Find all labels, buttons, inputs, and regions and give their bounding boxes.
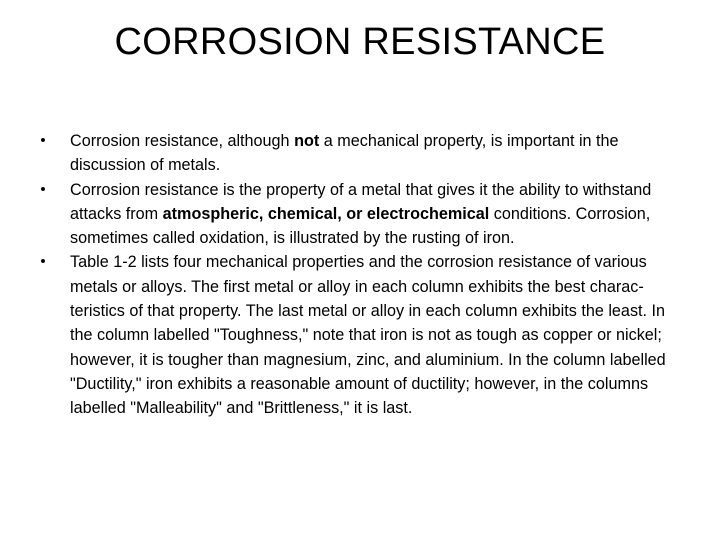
- bullet-text-emphasis: not: [294, 132, 320, 150]
- bullet-item-1: [36, 129, 686, 178]
- bullet-item-3: [36, 250, 686, 420]
- bullet-text: [70, 250, 686, 420]
- bullet-text-segment: conditions. Corrosion, sometimes called oxidation, is illustrated by the rusting of iron.: [70, 204, 651, 248]
- bullet-text: [70, 129, 686, 178]
- bullet-item-2: [36, 178, 686, 251]
- slide-title: CORROSION RESISTANCE: [114, 21, 606, 63]
- bullet-text-emphasis: atmospheric, chemical, or electrochemical: [162, 204, 490, 223]
- bullet-icon: •: [40, 180, 46, 198]
- bullet-text-segment: Corrosion resistance is the property of a metal that gives it the ability to withstand attacks from: [70, 180, 652, 223]
- bullet-list: [36, 129, 686, 421]
- bullet-text: [70, 178, 686, 251]
- bullet-text-segment: Corrosion resistance, although: [70, 132, 295, 150]
- bullet-text-segment: Table 1-2 lists four mechanical properties and the corrosion resistance of various metals or alloys. The first metal or alloy in each column exhibits the best charac-teristics of that property. The last metal or alloy in each column exhibits the least. In the column labelled "Toughness," note that iron is not as tough as copper or nickel; however, it is tougher than magnesium, zinc, and aluminium. In the column labelled "Ductility," iron exhibits a reasonable amount of ductility; however, in the columns labelled "Malleability" and "Brittleness," it is last.: [70, 253, 666, 418]
- bullet-icon: •: [40, 132, 46, 149]
- bullet-icon: •: [40, 253, 46, 271]
- bullet-text-segment: a mechanical property, is important in the discussion of metals.: [70, 132, 619, 175]
